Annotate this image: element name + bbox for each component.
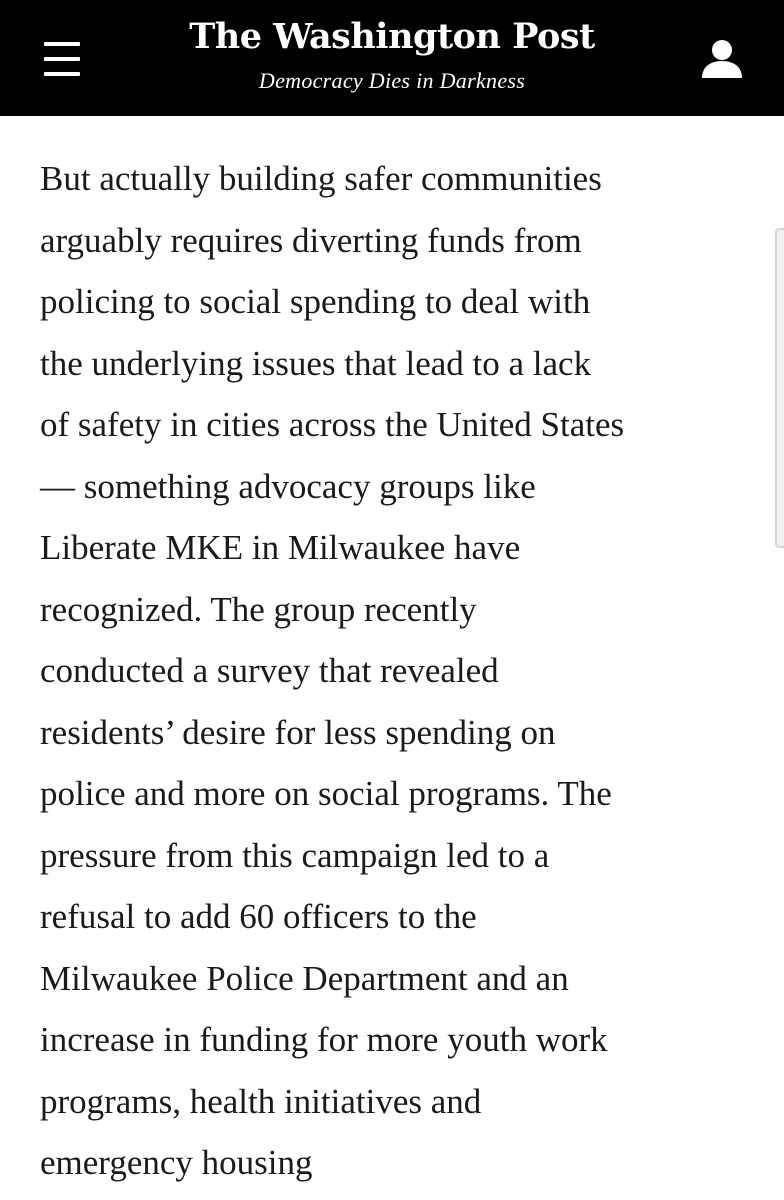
article-line: the underlying issues that lead to a lack [40, 343, 592, 383]
article-line: increase in funding for more youth work [40, 1020, 608, 1059]
article-line: — something advocacy groups like [40, 466, 536, 506]
article-line: conducted a survey that revealed [40, 651, 499, 690]
article-line: residents’ desire for less spending on [40, 712, 556, 752]
article-line: emergency housing [40, 1143, 313, 1182]
article-line: of safety in cities across the United States [40, 405, 625, 444]
article-body [40, 148, 740, 1194]
masthead [150, 14, 634, 96]
menu-button[interactable] [36, 34, 88, 84]
article-line: recognized. The group recently [40, 589, 477, 629]
article-line: Milwaukee Police Department and an [40, 958, 569, 998]
article-line: refusal to add 60 officers to the [40, 897, 477, 936]
article-line: policing to social spending to deal with [40, 282, 591, 321]
scrollbar[interactable] [775, 228, 784, 548]
site-logo[interactable]: The Washington Post [189, 16, 595, 57]
site-header [0, 0, 784, 116]
site-tagline: Democracy Dies in Darkness [258, 68, 526, 93]
article-line: police and more on social programs. The [40, 774, 612, 813]
article-line: programs, health initiatives and [40, 1081, 482, 1121]
article-line: pressure from this campaign led to a [40, 835, 550, 875]
article-line: Liberate MKE in Milwaukee have [40, 528, 521, 567]
account-button[interactable] [696, 36, 748, 86]
user-account-icon [696, 36, 748, 86]
article-line: arguably requires diverting funds from [40, 220, 582, 260]
article-line: But actually building safer communities [40, 159, 602, 198]
